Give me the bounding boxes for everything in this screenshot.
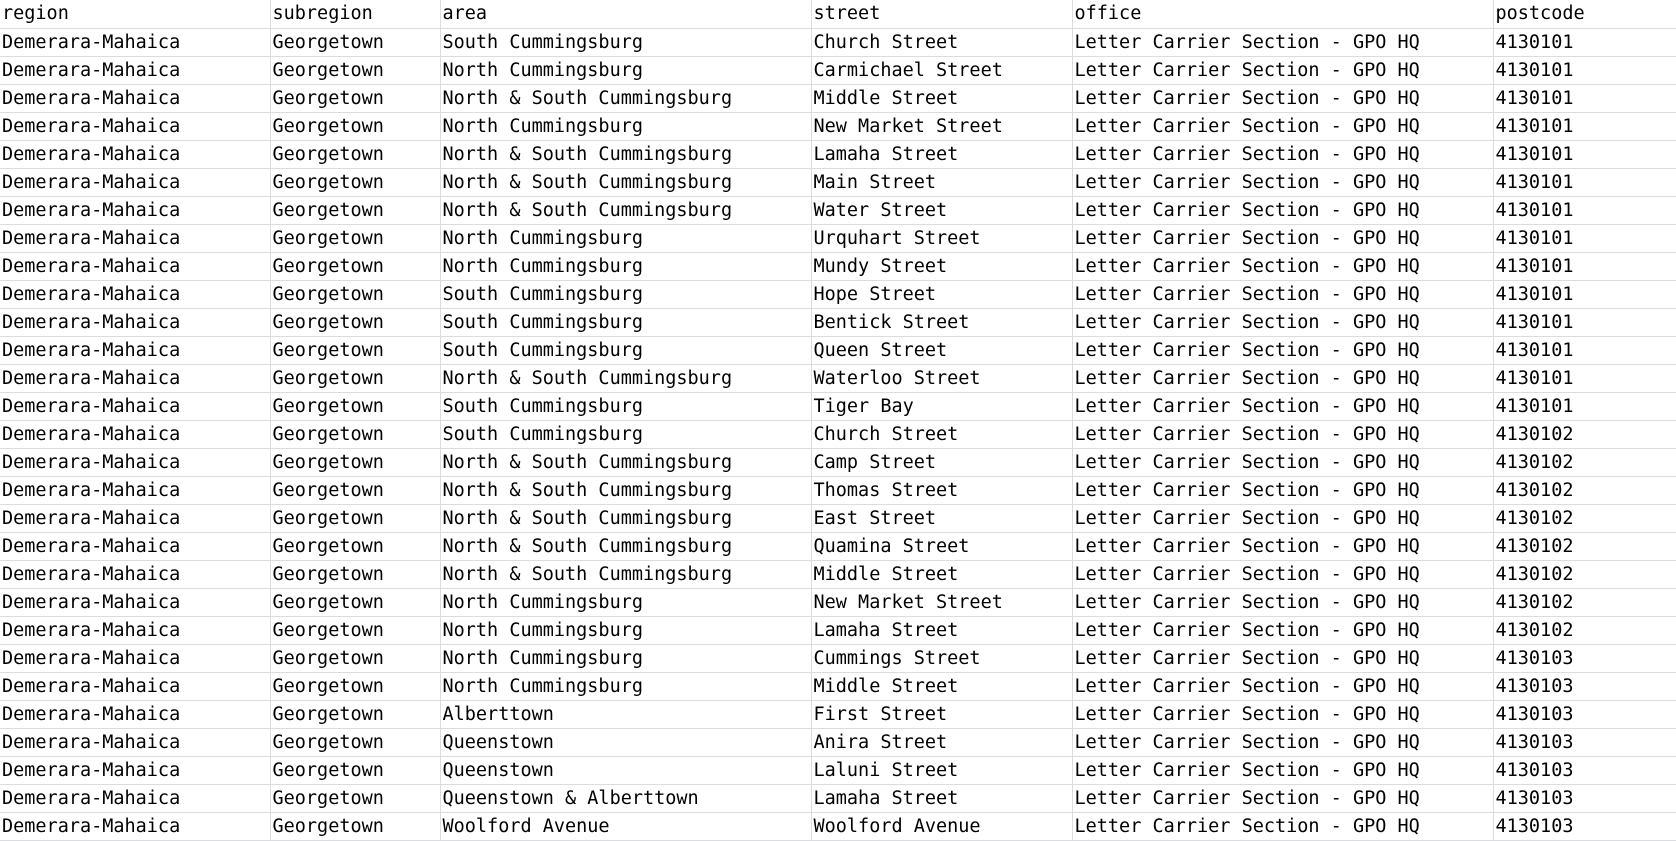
cell-region[interactable]: Demerara-Mahaica bbox=[0, 756, 270, 784]
table-row bbox=[0, 364, 1676, 392]
cell-street[interactable]: Camp Street bbox=[811, 448, 1072, 476]
cell-street[interactable]: New Market Street bbox=[811, 112, 1072, 140]
table-row bbox=[0, 672, 1676, 700]
cell-street[interactable]: Main Street bbox=[811, 168, 1072, 196]
cell-subregion[interactable]: Georgetown bbox=[270, 448, 440, 476]
cell-office[interactable]: Letter Carrier Section - GPO HQ bbox=[1072, 700, 1493, 728]
cell-area[interactable]: South Cummingsburg bbox=[440, 420, 811, 448]
table-row bbox=[0, 784, 1676, 812]
table-row bbox=[0, 308, 1676, 336]
cell-postcode[interactable]: 4130101 bbox=[1493, 56, 1676, 84]
cell-office[interactable]: Letter Carrier Section - GPO HQ bbox=[1072, 448, 1493, 476]
cell-area[interactable]: North & South Cummingsburg bbox=[440, 560, 811, 588]
header-row bbox=[0, 0, 1676, 28]
cell-office[interactable]: Letter Carrier Section - GPO HQ bbox=[1072, 168, 1493, 196]
cell-street[interactable]: Carmichael Street bbox=[811, 56, 1072, 84]
cell-postcode[interactable]: 4130102 bbox=[1493, 560, 1676, 588]
cell-area[interactable]: North & South Cummingsburg bbox=[440, 364, 811, 392]
table-row bbox=[0, 140, 1676, 168]
cell-subregion[interactable]: Georgetown bbox=[270, 588, 440, 616]
cell-subregion[interactable]: Georgetown bbox=[270, 280, 440, 308]
table-row bbox=[0, 532, 1676, 560]
cell-postcode[interactable]: 4130101 bbox=[1493, 140, 1676, 168]
cell-subregion[interactable]: Georgetown bbox=[270, 308, 440, 336]
table-row bbox=[0, 252, 1676, 280]
cell-area[interactable]: Alberttown bbox=[440, 700, 811, 728]
cell-region[interactable]: Demerara-Mahaica bbox=[0, 392, 270, 420]
table-body bbox=[0, 28, 1676, 840]
cell-region[interactable]: Demerara-Mahaica bbox=[0, 616, 270, 644]
table-row bbox=[0, 812, 1676, 840]
cell-office[interactable]: Letter Carrier Section - GPO HQ bbox=[1072, 392, 1493, 420]
header-cell-postcode[interactable]: postcode bbox=[1493, 0, 1676, 28]
table-row bbox=[0, 588, 1676, 616]
cell-postcode[interactable]: 4130102 bbox=[1493, 532, 1676, 560]
table-row bbox=[0, 56, 1676, 84]
cell-area[interactable]: North Cummingsburg bbox=[440, 224, 811, 252]
cell-area[interactable]: North Cummingsburg bbox=[440, 252, 811, 280]
cell-street[interactable]: Laluni Street bbox=[811, 756, 1072, 784]
cell-office[interactable]: Letter Carrier Section - GPO HQ bbox=[1072, 644, 1493, 672]
cell-subregion[interactable]: Georgetown bbox=[270, 532, 440, 560]
cell-street[interactable]: Lamaha Street bbox=[811, 616, 1072, 644]
cell-subregion[interactable]: Georgetown bbox=[270, 420, 440, 448]
cell-area[interactable]: South Cummingsburg bbox=[440, 280, 811, 308]
cell-area[interactable]: Queenstown & Alberttown bbox=[440, 784, 811, 812]
cell-subregion[interactable]: Georgetown bbox=[270, 504, 440, 532]
cell-area[interactable]: North Cummingsburg bbox=[440, 112, 811, 140]
cell-region[interactable]: Demerara-Mahaica bbox=[0, 140, 270, 168]
table-row bbox=[0, 196, 1676, 224]
cell-subregion[interactable]: Georgetown bbox=[270, 252, 440, 280]
cell-region[interactable]: Demerara-Mahaica bbox=[0, 224, 270, 252]
cell-office[interactable]: Letter Carrier Section - GPO HQ bbox=[1072, 812, 1493, 840]
cell-office[interactable]: Letter Carrier Section - GPO HQ bbox=[1072, 280, 1493, 308]
cell-region[interactable]: Demerara-Mahaica bbox=[0, 784, 270, 812]
cell-street[interactable]: Lamaha Street bbox=[811, 140, 1072, 168]
cell-subregion[interactable]: Georgetown bbox=[270, 392, 440, 420]
header-cell-area[interactable]: area bbox=[440, 0, 811, 28]
cell-street[interactable]: New Market Street bbox=[811, 588, 1072, 616]
cell-area[interactable]: North & South Cummingsburg bbox=[440, 140, 811, 168]
cell-street[interactable]: Queen Street bbox=[811, 336, 1072, 364]
header-cell-region[interactable]: region bbox=[0, 0, 270, 28]
table-row bbox=[0, 644, 1676, 672]
cell-postcode[interactable]: 4130103 bbox=[1493, 812, 1676, 840]
cell-office[interactable]: Letter Carrier Section - GPO HQ bbox=[1072, 56, 1493, 84]
cell-street[interactable]: First Street bbox=[811, 700, 1072, 728]
cell-street[interactable]: Quamina Street bbox=[811, 532, 1072, 560]
cell-street[interactable]: Waterloo Street bbox=[811, 364, 1072, 392]
cell-postcode[interactable]: 4130101 bbox=[1493, 112, 1676, 140]
table-row bbox=[0, 700, 1676, 728]
cell-street[interactable]: Tiger Bay bbox=[811, 392, 1072, 420]
cell-postcode[interactable]: 4130101 bbox=[1493, 28, 1676, 56]
cell-region[interactable]: Demerara-Mahaica bbox=[0, 56, 270, 84]
cell-street[interactable]: Anira Street bbox=[811, 728, 1072, 756]
cell-subregion[interactable]: Georgetown bbox=[270, 168, 440, 196]
cell-region[interactable]: Demerara-Mahaica bbox=[0, 588, 270, 616]
cell-area[interactable]: Queenstown bbox=[440, 728, 811, 756]
cell-region[interactable]: Demerara-Mahaica bbox=[0, 280, 270, 308]
table-row bbox=[0, 448, 1676, 476]
cell-region[interactable]: Demerara-Mahaica bbox=[0, 700, 270, 728]
cell-postcode[interactable]: 4130102 bbox=[1493, 420, 1676, 448]
cell-office[interactable]: Letter Carrier Section - GPO HQ bbox=[1072, 476, 1493, 504]
cell-street[interactable]: Cummings Street bbox=[811, 644, 1072, 672]
cell-region[interactable]: Demerara-Mahaica bbox=[0, 308, 270, 336]
cell-subregion[interactable]: Georgetown bbox=[270, 616, 440, 644]
cell-subregion[interactable]: Georgetown bbox=[270, 28, 440, 56]
cell-area[interactable]: Woolford Avenue bbox=[440, 812, 811, 840]
table-row bbox=[0, 616, 1676, 644]
header-cell-street[interactable]: street bbox=[811, 0, 1072, 28]
cell-postcode[interactable]: 4130101 bbox=[1493, 224, 1676, 252]
header-cell-office[interactable]: office bbox=[1072, 0, 1493, 28]
cell-subregion[interactable]: Georgetown bbox=[270, 196, 440, 224]
cell-region[interactable]: Demerara-Mahaica bbox=[0, 168, 270, 196]
cell-street[interactable]: Middle Street bbox=[811, 84, 1072, 112]
cell-postcode[interactable]: 4130102 bbox=[1493, 448, 1676, 476]
cell-region[interactable]: Demerara-Mahaica bbox=[0, 252, 270, 280]
cell-office[interactable]: Letter Carrier Section - GPO HQ bbox=[1072, 616, 1493, 644]
cell-subregion[interactable]: Georgetown bbox=[270, 672, 440, 700]
cell-office[interactable]: Letter Carrier Section - GPO HQ bbox=[1072, 196, 1493, 224]
cell-subregion[interactable]: Georgetown bbox=[270, 112, 440, 140]
cell-region[interactable]: Demerara-Mahaica bbox=[0, 504, 270, 532]
cell-region[interactable]: Demerara-Mahaica bbox=[0, 812, 270, 840]
table-row bbox=[0, 112, 1676, 140]
cell-subregion[interactable]: Georgetown bbox=[270, 700, 440, 728]
cell-subregion[interactable]: Georgetown bbox=[270, 784, 440, 812]
header-cell-subregion[interactable]: subregion bbox=[270, 0, 440, 28]
table-row bbox=[0, 280, 1676, 308]
cell-region[interactable]: Demerara-Mahaica bbox=[0, 728, 270, 756]
cell-subregion[interactable]: Georgetown bbox=[270, 812, 440, 840]
table-row bbox=[0, 504, 1676, 532]
cell-region[interactable]: Demerara-Mahaica bbox=[0, 196, 270, 224]
table-row bbox=[0, 420, 1676, 448]
cell-area[interactable]: North Cummingsburg bbox=[440, 588, 811, 616]
header-row-group bbox=[0, 0, 1676, 28]
cell-office[interactable]: Letter Carrier Section - GPO HQ bbox=[1072, 420, 1493, 448]
cell-street[interactable]: Lamaha Street bbox=[811, 784, 1072, 812]
cell-office[interactable]: Letter Carrier Section - GPO HQ bbox=[1072, 252, 1493, 280]
cell-postcode[interactable]: 4130101 bbox=[1493, 336, 1676, 364]
cell-street[interactable]: Water Street bbox=[811, 196, 1072, 224]
cell-region[interactable]: Demerara-Mahaica bbox=[0, 560, 270, 588]
cell-postcode[interactable]: 4130103 bbox=[1493, 728, 1676, 756]
cell-subregion[interactable]: Georgetown bbox=[270, 224, 440, 252]
table-row bbox=[0, 560, 1676, 588]
cell-office[interactable]: Letter Carrier Section - GPO HQ bbox=[1072, 84, 1493, 112]
cell-street[interactable]: Urquhart Street bbox=[811, 224, 1072, 252]
cell-office[interactable]: Letter Carrier Section - GPO HQ bbox=[1072, 728, 1493, 756]
cell-subregion[interactable]: Georgetown bbox=[270, 644, 440, 672]
cell-region[interactable]: Demerara-Mahaica bbox=[0, 476, 270, 504]
cell-area[interactable]: South Cummingsburg bbox=[440, 392, 811, 420]
cell-office[interactable]: Letter Carrier Section - GPO HQ bbox=[1072, 308, 1493, 336]
cell-area[interactable]: South Cummingsburg bbox=[440, 308, 811, 336]
cell-area[interactable]: North Cummingsburg bbox=[440, 616, 811, 644]
cell-postcode[interactable]: 4130102 bbox=[1493, 476, 1676, 504]
cell-postcode[interactable]: 4130101 bbox=[1493, 84, 1676, 112]
table-row bbox=[0, 756, 1676, 784]
cell-area[interactable]: South Cummingsburg bbox=[440, 28, 811, 56]
cell-office[interactable]: Letter Carrier Section - GPO HQ bbox=[1072, 140, 1493, 168]
cell-region[interactable]: Demerara-Mahaica bbox=[0, 532, 270, 560]
cell-street[interactable]: Bentick Street bbox=[811, 308, 1072, 336]
cell-region[interactable]: Demerara-Mahaica bbox=[0, 448, 270, 476]
cell-street[interactable]: Thomas Street bbox=[811, 476, 1072, 504]
cell-area[interactable]: North & South Cummingsburg bbox=[440, 504, 811, 532]
cell-office[interactable]: Letter Carrier Section - GPO HQ bbox=[1072, 672, 1493, 700]
cell-area[interactable]: North & South Cummingsburg bbox=[440, 84, 811, 112]
cell-region[interactable]: Demerara-Mahaica bbox=[0, 672, 270, 700]
cell-postcode[interactable]: 4130101 bbox=[1493, 280, 1676, 308]
cell-office[interactable]: Letter Carrier Section - GPO HQ bbox=[1072, 588, 1493, 616]
cell-office[interactable]: Letter Carrier Section - GPO HQ bbox=[1072, 224, 1493, 252]
cell-postcode[interactable]: 4130101 bbox=[1493, 168, 1676, 196]
cell-subregion[interactable]: Georgetown bbox=[270, 560, 440, 588]
cell-office[interactable]: Letter Carrier Section - GPO HQ bbox=[1072, 756, 1493, 784]
cell-street[interactable]: Middle Street bbox=[811, 672, 1072, 700]
cell-area[interactable]: North & South Cummingsburg bbox=[440, 476, 811, 504]
cell-street[interactable]: East Street bbox=[811, 504, 1072, 532]
cell-area[interactable]: South Cummingsburg bbox=[440, 336, 811, 364]
cell-street[interactable]: Church Street bbox=[811, 420, 1072, 448]
cell-postcode[interactable]: 4130101 bbox=[1493, 252, 1676, 280]
cell-region[interactable]: Demerara-Mahaica bbox=[0, 420, 270, 448]
cell-subregion[interactable]: Georgetown bbox=[270, 56, 440, 84]
table-row bbox=[0, 168, 1676, 196]
cell-area[interactable]: North & South Cummingsburg bbox=[440, 532, 811, 560]
cell-area[interactable]: North Cummingsburg bbox=[440, 644, 811, 672]
cell-office[interactable]: Letter Carrier Section - GPO HQ bbox=[1072, 336, 1493, 364]
cell-postcode[interactable]: 4130103 bbox=[1493, 644, 1676, 672]
cell-subregion[interactable]: Georgetown bbox=[270, 476, 440, 504]
cell-area[interactable]: Queenstown bbox=[440, 756, 811, 784]
table-row bbox=[0, 728, 1676, 756]
cell-office[interactable]: Letter Carrier Section - GPO HQ bbox=[1072, 532, 1493, 560]
cell-street[interactable]: Hope Street bbox=[811, 280, 1072, 308]
cell-region[interactable]: Demerara-Mahaica bbox=[0, 112, 270, 140]
table-row bbox=[0, 476, 1676, 504]
cell-office[interactable]: Letter Carrier Section - GPO HQ bbox=[1072, 364, 1493, 392]
cell-subregion[interactable]: Georgetown bbox=[270, 140, 440, 168]
cell-postcode[interactable]: 4130102 bbox=[1493, 616, 1676, 644]
cell-postcode[interactable]: 4130102 bbox=[1493, 504, 1676, 532]
table-row bbox=[0, 84, 1676, 112]
cell-postcode[interactable]: 4130103 bbox=[1493, 756, 1676, 784]
cell-postcode[interactable]: 4130101 bbox=[1493, 196, 1676, 224]
cell-subregion[interactable]: Georgetown bbox=[270, 728, 440, 756]
cell-area[interactable]: North & South Cummingsburg bbox=[440, 168, 811, 196]
cell-region[interactable]: Demerara-Mahaica bbox=[0, 364, 270, 392]
cell-postcode[interactable]: 4130101 bbox=[1493, 308, 1676, 336]
cell-area[interactable]: North Cummingsburg bbox=[440, 56, 811, 84]
table-row bbox=[0, 28, 1676, 56]
cell-postcode[interactable]: 4130103 bbox=[1493, 700, 1676, 728]
cell-postcode[interactable]: 4130101 bbox=[1493, 364, 1676, 392]
table-row bbox=[0, 224, 1676, 252]
cell-area[interactable]: North & South Cummingsburg bbox=[440, 196, 811, 224]
cell-subregion[interactable]: Georgetown bbox=[270, 364, 440, 392]
cell-postcode[interactable]: 4130101 bbox=[1493, 392, 1676, 420]
cell-office[interactable]: Letter Carrier Section - GPO HQ bbox=[1072, 28, 1493, 56]
cell-subregion[interactable]: Georgetown bbox=[270, 84, 440, 112]
cell-region[interactable]: Demerara-Mahaica bbox=[0, 336, 270, 364]
cell-area[interactable]: North & South Cummingsburg bbox=[440, 448, 811, 476]
table-row bbox=[0, 392, 1676, 420]
cell-area[interactable]: North Cummingsburg bbox=[440, 672, 811, 700]
cell-street[interactable]: Woolford Avenue bbox=[811, 812, 1072, 840]
cell-region[interactable]: Demerara-Mahaica bbox=[0, 644, 270, 672]
cell-street[interactable]: Mundy Street bbox=[811, 252, 1072, 280]
cell-region[interactable]: Demerara-Mahaica bbox=[0, 84, 270, 112]
cell-subregion[interactable]: Georgetown bbox=[270, 756, 440, 784]
cell-office[interactable]: Letter Carrier Section - GPO HQ bbox=[1072, 560, 1493, 588]
cell-office[interactable]: Letter Carrier Section - GPO HQ bbox=[1072, 112, 1493, 140]
cell-region[interactable]: Demerara-Mahaica bbox=[0, 28, 270, 56]
cell-street[interactable]: Church Street bbox=[811, 28, 1072, 56]
cell-office[interactable]: Letter Carrier Section - GPO HQ bbox=[1072, 504, 1493, 532]
cell-street[interactable]: Middle Street bbox=[811, 560, 1072, 588]
cell-office[interactable]: Letter Carrier Section - GPO HQ bbox=[1072, 784, 1493, 812]
cell-postcode[interactable]: 4130102 bbox=[1493, 588, 1676, 616]
cell-postcode[interactable]: 4130103 bbox=[1493, 784, 1676, 812]
cell-subregion[interactable]: Georgetown bbox=[270, 336, 440, 364]
table-row bbox=[0, 336, 1676, 364]
cell-postcode[interactable]: 4130103 bbox=[1493, 672, 1676, 700]
